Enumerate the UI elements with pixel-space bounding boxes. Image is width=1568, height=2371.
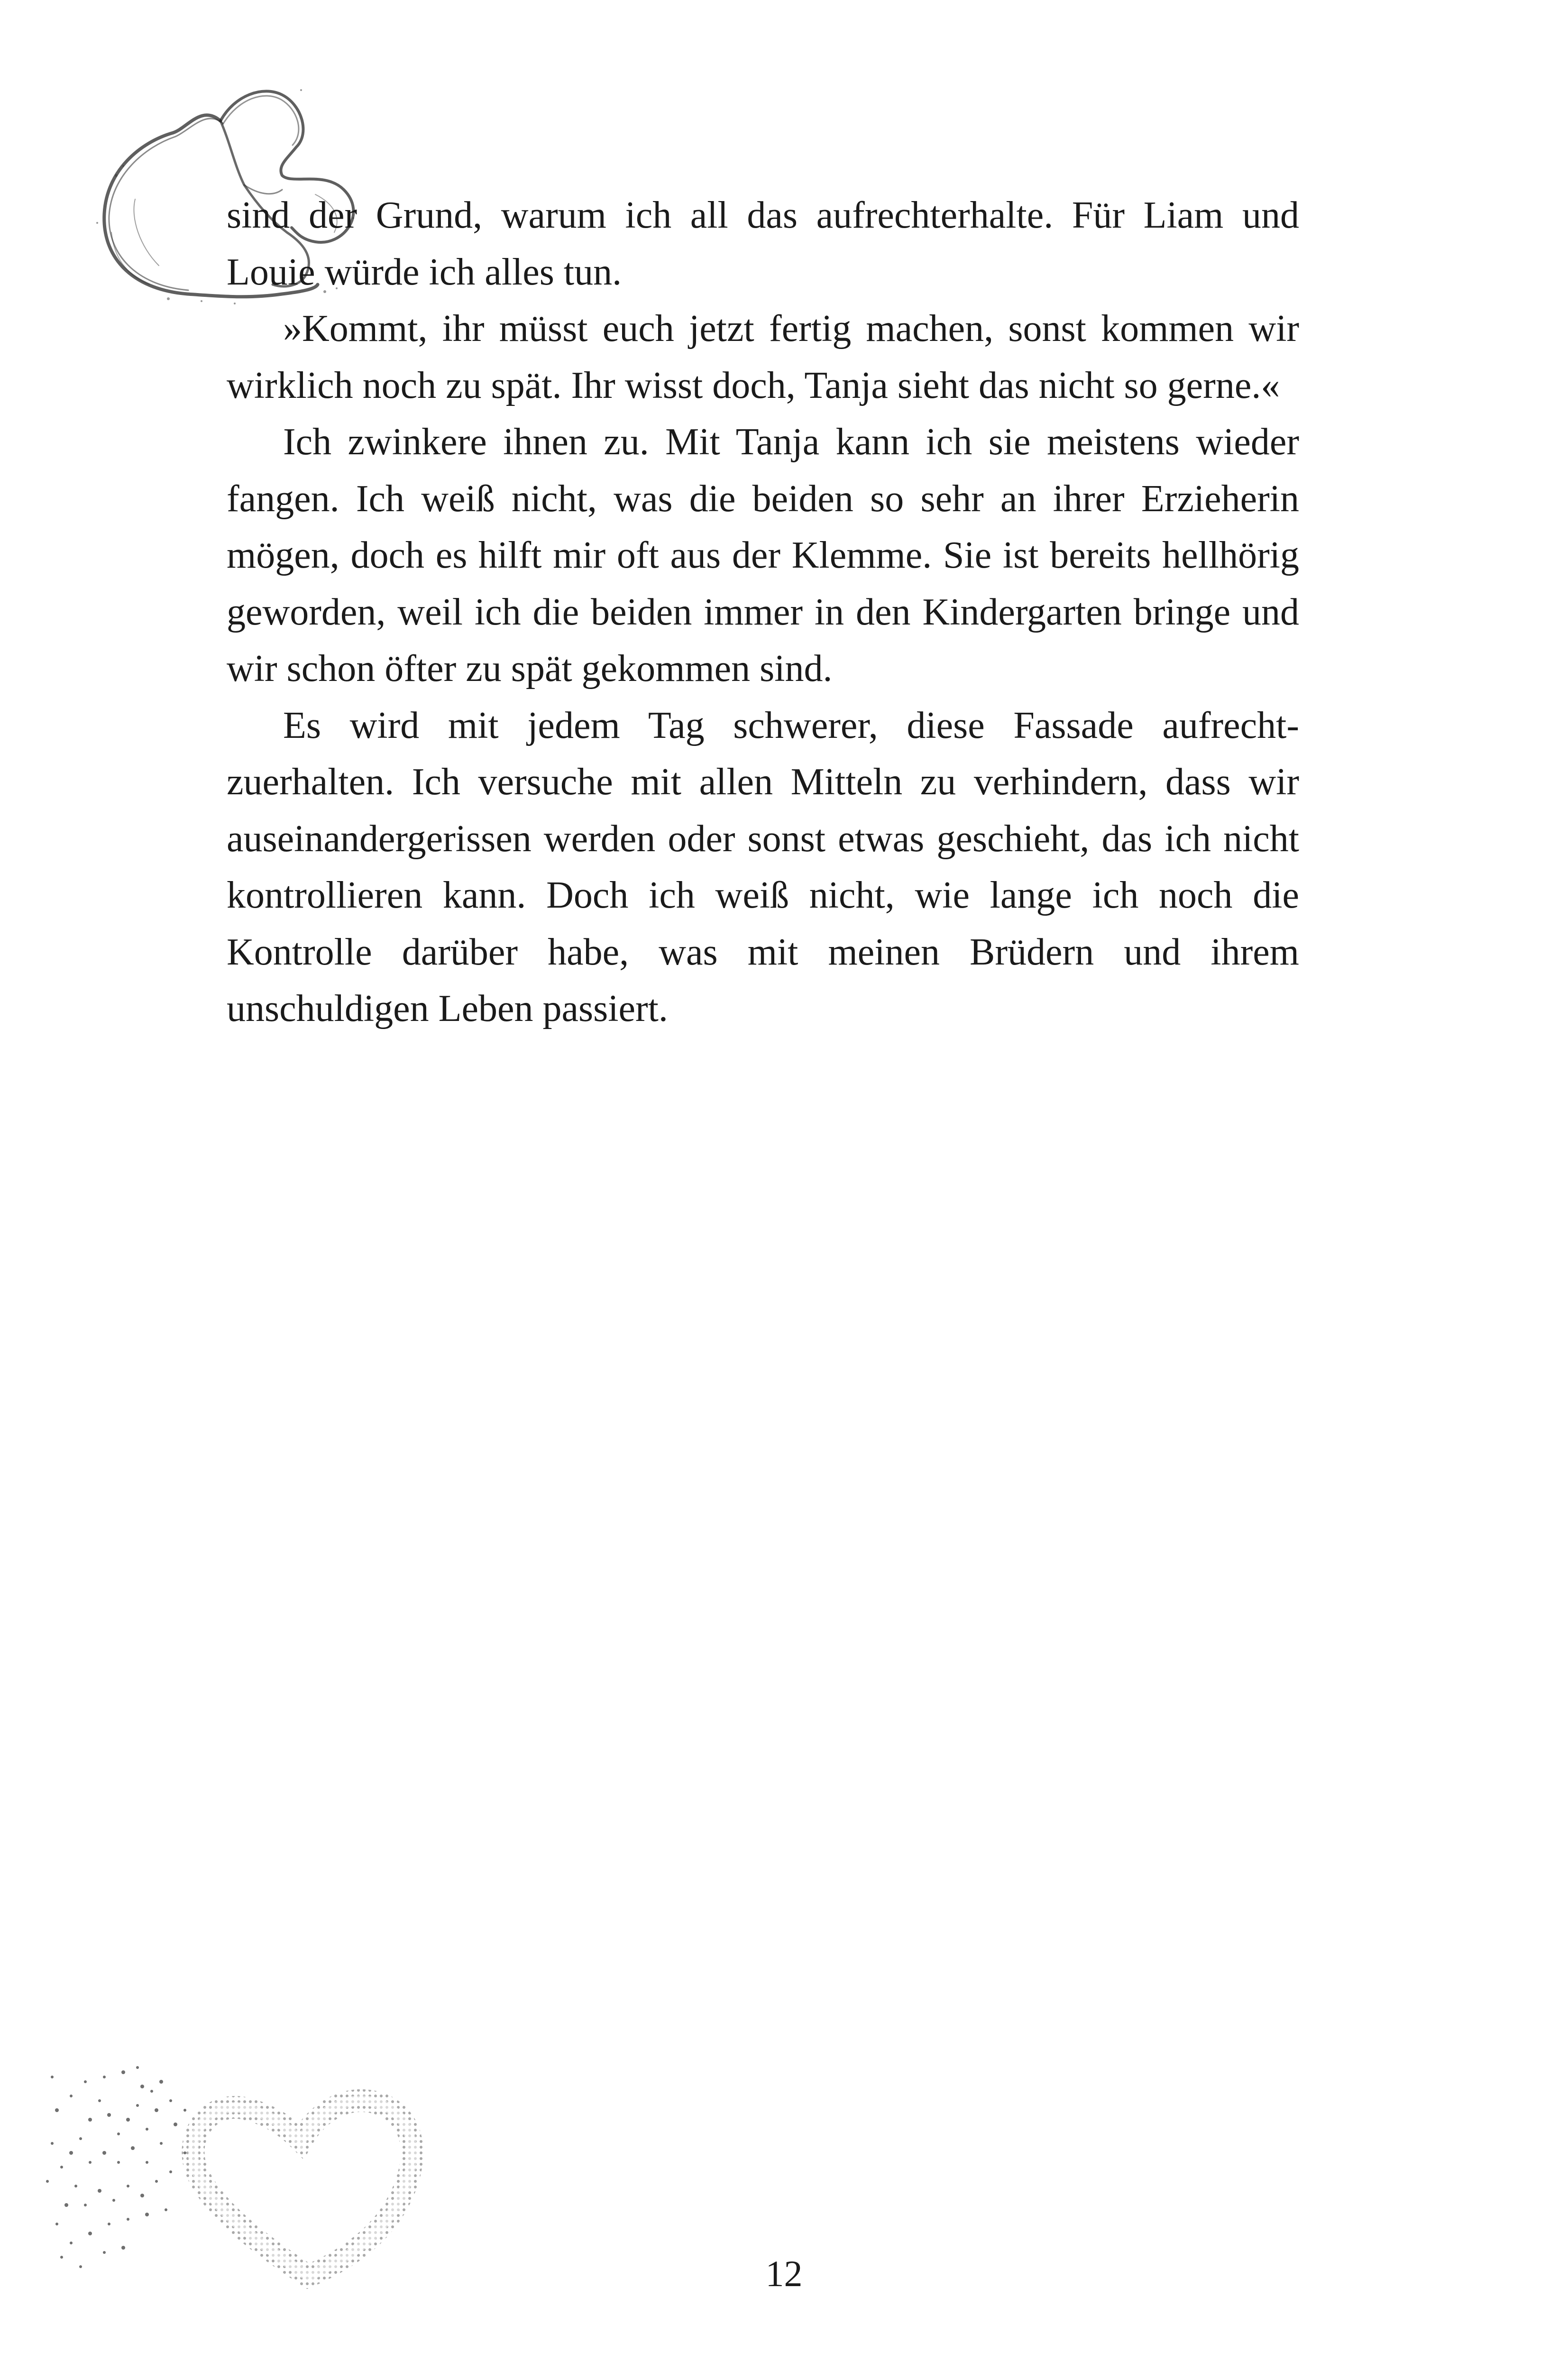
paragraph-4: Es wird mit jedem Tag schwerer, diese Fassade aufrechtzuerhalten. Ich versuche mit allen Mitteln zu verhindern, dass wir auseinandergerissen werden oder sonst etwas geschieht, das ich nicht kontrollieren kann. Doch ich weiß nicht, wie lange ich noch die Kontrolle darüber habe, was mit meinen Brüdern und ihrem unschuldigen Leben passiert. <box>227 704 1299 1029</box>
paragraph-3: Ich zwinkere ihnen zu. Mit Tanja kann ich sie meistens wieder fangen. Ich weiß nicht, was die beiden so sehr an ihrer Erzieherin mögen, doch es hilft mir oft aus der Klemme. Sie ist bereits hellhörig geworden, weil ich die beiden immer in den Kindergarten bringe und wir schon öfter zu spät gekommen sind. <box>227 421 1299 689</box>
body-text <box>227 187 1299 1038</box>
paragraph-1: sind der Grund, warum ich all das aufrechterhalte. Für Liam und Louie würde ich alles tun. <box>227 194 1299 293</box>
paragraph-2: »Kommt, ihr müsst euch jetzt fertig machen, sonst kommen wir wirklich noch zu spät. Ihr wisst doch, Tanja sieht das nicht so gerne.« <box>227 308 1299 406</box>
page-number: 12 <box>765 2253 803 2294</box>
